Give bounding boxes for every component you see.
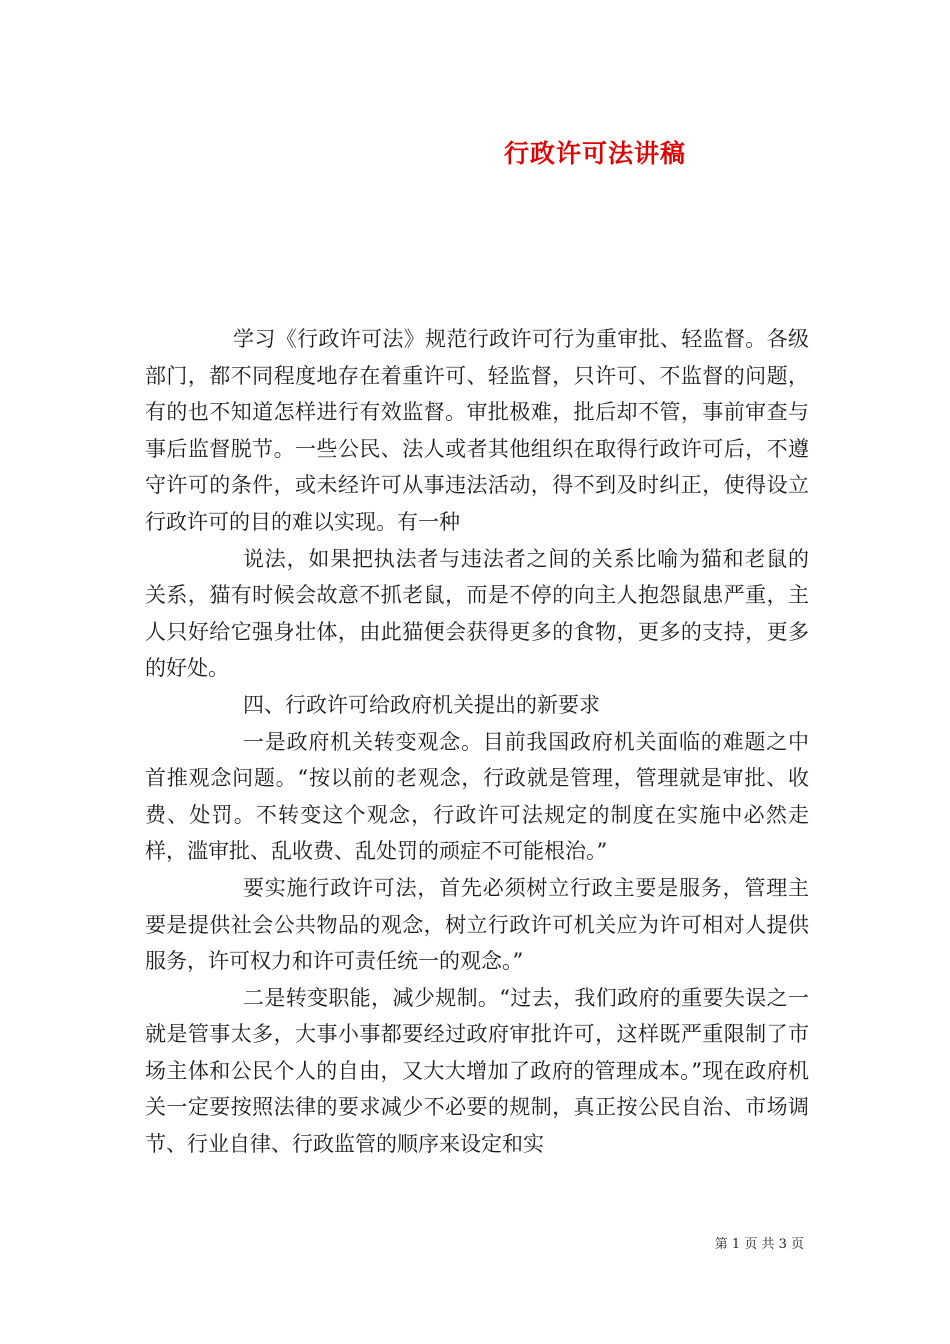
paragraph-1: 学习《行政许可法》规范行政许可行为重审批、轻监督。各级部门，都不同程度地存在着重许可、轻监督，只许可、不监督的问题，有的也不知道怎样进行有效监督。审批极难，批后却不管，事前审查与事后监督脱节。一些公民、法人或者其他组织在取得行政许可后，不遵守许可的条件，或未经许可从事违法活动，得不到及时纠正，使得设立行政许可的目的难以实现。有一种 [145,327,809,534]
paragraph-3: 一是政府机关转变观念。目前我国政府机关面临的难题之中首推观念问题。“按以前的老观念，行政就是管理，管理就是审批、收费、处罚。不转变这个观念，行政许可法规定的制度在实施中必然走样，滥审批、乱收费、乱处罚的顽症不可能根治。” [145,729,809,864]
paragraph-2: 说法，如果把执法者与违法者之间的关系比喻为猫和老鼠的关系，猫有时候会故意不抓老鼠，而是不停的向主人抱怨鼠患严重，主人只好给它强身壮体，由此猫便会获得更多的食物，更多的支持，更多的好处。 [145,546,809,681]
document-title: 行政许可法讲稿 [503,139,686,168]
document-body [145,321,809,1163]
paragraph-5: 二是转变职能，减少规制。“过去，我们政府的重要失误之一就是管事太多，大事小事都要经过政府审批许可，这样既严重限制了市场主体和公民个人的自由，又大大增加了政府的管理成本。”现在政府机关一定要按照法律的要求减少不必要的规制，真正按公民自治、市场调节、行业自律、行政监管的顺序来设定和实 [145,985,809,1157]
paragraph-4: 要实施行政许可法，首先必须树立行政主要是服务，管理主要是提供社会公共物品的观念，树立行政许可机关应为许可相对人提供服务，许可权力和许可责任统一的观念。” [145,875,809,974]
page-number-footer: 第 1 页 共 3 页 [714,1237,804,1252]
section-heading: 四、行政许可给政府机关提出的新要求 [243,692,600,717]
